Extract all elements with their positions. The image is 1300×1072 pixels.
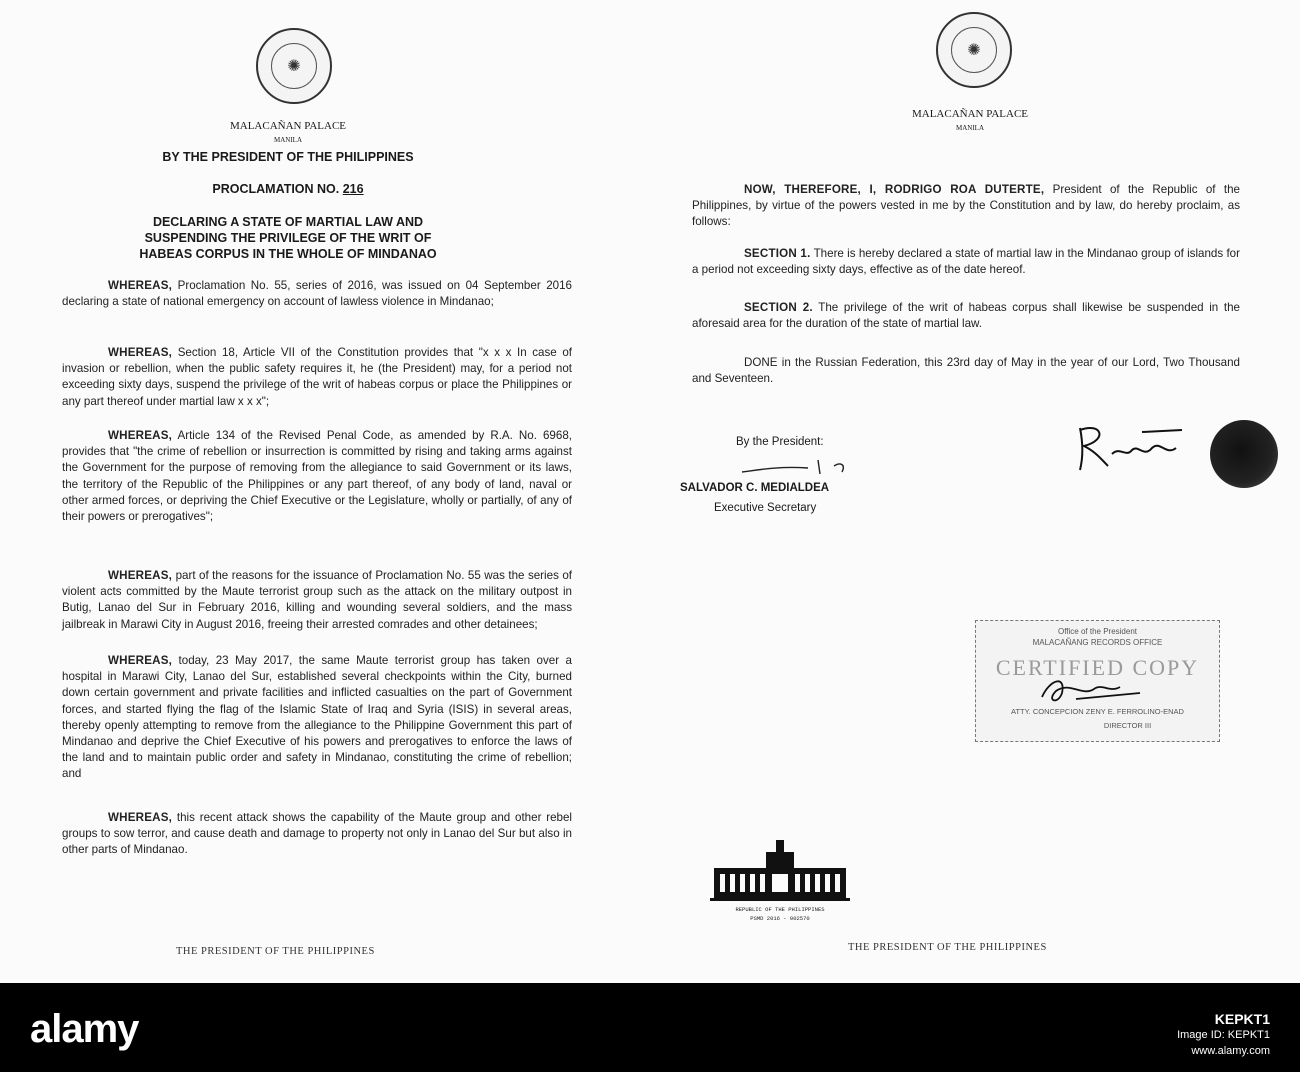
now-therefore-paragraph xyxy=(692,182,1240,231)
building-caption: REPUBLIC OF THE PHILIPPINES xyxy=(735,906,825,913)
signature-icon xyxy=(1036,671,1146,707)
whereas-label: WHEREAS, xyxy=(108,279,173,292)
paragraph-text: The privilege of the writ of habeas corpus shall likewise be suspended in the aforesaid area for the duration of the state of martial law. xyxy=(692,301,1240,331)
whereas-paragraph xyxy=(62,345,572,410)
section-label: SECTION 2. xyxy=(744,301,813,314)
signature-icon xyxy=(1072,418,1190,478)
right-page xyxy=(650,0,1300,983)
paragraph-text: in the Russian Federation, this 23rd day of May in the year of our Lord, Two Thousand and Seventeen. xyxy=(692,356,1240,386)
proclamation-heading xyxy=(0,182,576,196)
paragraph-text: part of the reasons for the issuance of Proclamation No. 55 was the series of violent acts committed by the Maute terrorist group such as the attack on the military outpost in Butig, Lanao del Sur in February 2016, killing and wounding several soldiers, and the mass jailbreak in Marawi City in August 2016, freeing their arrested comrades and other detainees; xyxy=(62,569,572,631)
whereas-paragraph xyxy=(62,428,572,525)
stock-image-code: KEPKT1 xyxy=(1214,1011,1270,1027)
secretary-title: Executive Secretary xyxy=(714,502,817,514)
done-label: DONE xyxy=(744,356,778,369)
stock-image-id: Image ID: KEPKT1 xyxy=(1177,1029,1270,1041)
stamp-line: ATTY. CONCEPCION ZENY E. FERROLINO-ENAD xyxy=(1011,707,1184,716)
whereas-paragraph xyxy=(62,653,572,783)
proclamation-title xyxy=(0,214,576,262)
seal-icon: ✺ xyxy=(936,12,1012,88)
ink-seal-impression xyxy=(1210,420,1278,488)
section-2-paragraph xyxy=(692,300,1240,332)
stock-site: www.alamy.com xyxy=(1191,1045,1270,1057)
paragraph-text: There is hereby declared a state of martial law in the Mindanao group of islands for a period not exceeding sixty days, effective as of the date hereof. xyxy=(692,247,1240,277)
whereas-paragraph xyxy=(62,810,572,859)
now-therefore-label: NOW, THEREFORE, I, RODRIGO ROA DUTERTE, xyxy=(744,183,1045,196)
done-paragraph xyxy=(692,355,1240,387)
title-line: SUSPENDING THE PRIVILEGE OF THE WRIT OF xyxy=(144,231,432,245)
palace-city: MANILA xyxy=(956,124,984,132)
alamy-logo: alamy xyxy=(30,1007,139,1051)
whereas-paragraph xyxy=(62,278,572,310)
stamp-line: MALACAÑANG RECORDS OFFICE xyxy=(1032,638,1163,647)
building-caption-code: PSMD 2016 - 002570 xyxy=(750,915,810,922)
palace-city: MANILA xyxy=(274,136,302,144)
title-line: DECLARING A STATE OF MARTIAL LAW AND xyxy=(152,215,424,229)
palace-name: MALACAÑAN PALACE xyxy=(911,108,1029,120)
stamp-certified: CERTIFIED COPY xyxy=(995,655,1200,680)
section-1-paragraph xyxy=(692,246,1240,278)
certified-copy-stamp xyxy=(975,620,1220,742)
left-page xyxy=(0,0,650,983)
stamp-line: Office of the President xyxy=(1057,627,1137,636)
palace-building-icon xyxy=(710,838,850,906)
paragraph-text: Proclamation No. 55, series of 2016, was issued on 04 September 2016 declaring a state of national emergency on account of lawless violence in Mindanao; xyxy=(62,279,572,309)
paragraph-text: Section 18, Article VII of the Constitution provides that "x x x In case of invasion or rebellion, when the public safety requires it, he (the President) may, for a period not exceeding sixty days, suspend the privilege of the writ of habeas corpus or place the Philippines or any part thereof under martial law x x x"; xyxy=(62,346,572,408)
seal-icon: ✺ xyxy=(256,28,332,104)
whereas-paragraph xyxy=(62,568,572,633)
whereas-label: WHEREAS, xyxy=(108,654,173,667)
secretary-name: SALVADOR C. MEDIALDEA xyxy=(680,482,830,494)
by-the-president: By the President: xyxy=(736,436,824,448)
office-heading: BY THE PRESIDENT OF THE PHILIPPINES xyxy=(162,150,414,164)
whereas-label: WHEREAS, xyxy=(108,811,173,824)
proclamation-label: PROCLAMATION NO. xyxy=(212,182,340,196)
stamp-line: DIRECTOR III xyxy=(1103,721,1152,730)
proclamation-number: 216 xyxy=(342,182,364,196)
whereas-label: WHEREAS, xyxy=(108,569,173,582)
stock-footer-bar xyxy=(0,983,1300,1072)
paragraph-text: Article 134 of the Revised Penal Code, as amended by R.A. No. 6968, provides that "the crime of rebellion or insurrection is committed by rising and taking arms against the Government for the purpose of removing from the allegiance to said Government or its laws, the territory of the Republic of the Philippines or any part thereof, of any body of land, naval or other armed forces, or depriving the Chief Executive or the Legislature, wholly or partially, of any of their powers or prerogatives"; xyxy=(62,429,572,524)
paragraph-text: this recent attack shows the capability of the Maute group and other rebel groups to sow terror, and cause death and damage to property not only in Lanao del Sur but also in other parts of Mindanao. xyxy=(62,811,572,857)
paragraph-text: President of the Republic of the Philippines, by virtue of the powers vested in me by the Constitution and by law, do hereby proclaim, as follows: xyxy=(692,183,1240,229)
section-label: SECTION 1. xyxy=(744,247,811,260)
page-footer: THE PRESIDENT OF THE PHILIPPINES xyxy=(848,942,1047,953)
signature-icon xyxy=(738,452,868,480)
palace-name: MALACAÑAN PALACE xyxy=(229,120,347,132)
page-footer: THE PRESIDENT OF THE PHILIPPINES xyxy=(176,946,375,957)
whereas-label: WHEREAS, xyxy=(108,346,173,359)
paragraph-text: today, 23 May 2017, the same Maute terrorist group has taken over a hospital in Marawi City, Lanao del Sur, established several checkpoints within the City, burned down certain government and private facilities and inflicted casualties on the part of Government forces, and started flying the flag of the Islamic State of Iraq and Syria (ISIS) in several areas, thereby openly attempting to remove from the allegiance to the Philippine Government this part of Mindanao and deprive the Chief Executive of his powers and prerogatives to enforce the laws of the land and to maintain public order and safety in Mindanao, constituting the crime of rebellion; and xyxy=(62,654,572,781)
title-line: HABEAS CORPUS IN THE WHOLE OF MINDANAO xyxy=(139,247,437,261)
whereas-label: WHEREAS, xyxy=(108,429,173,442)
stock-image-info xyxy=(1177,1011,1270,1059)
